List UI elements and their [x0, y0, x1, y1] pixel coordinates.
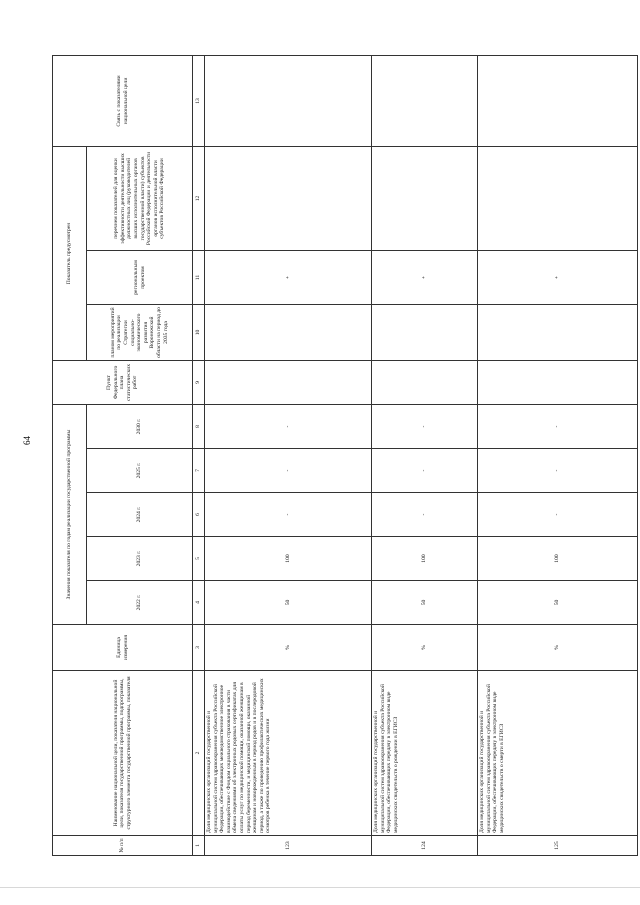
row-value-2025: - — [478, 449, 638, 493]
column-number: 2 — [193, 671, 205, 836]
column-number: 7 — [193, 449, 205, 493]
row-regional: + — [478, 250, 638, 304]
row-value-2025: - — [205, 449, 372, 493]
column-number: 4 — [193, 581, 205, 625]
page-number: 64 — [22, 436, 32, 445]
page-bottom-divider — [0, 887, 640, 888]
row-unit: % — [372, 625, 478, 671]
table-row — [478, 55, 638, 855]
table-row — [372, 55, 478, 855]
row-value-2024: - — [478, 493, 638, 537]
header-national-goals: Связь с показателями национальной цели — [53, 55, 193, 146]
header-fed-plan: Пункт Федерального плана статистических работ — [53, 360, 193, 404]
row-fed-plan — [372, 360, 478, 404]
row-national — [205, 55, 372, 146]
row-num: 124 — [372, 836, 478, 856]
row-value-2022: 50 — [478, 581, 638, 625]
row-value-2024: - — [372, 493, 478, 537]
column-number: 9 — [193, 360, 205, 404]
row-value-2030: - — [478, 404, 638, 448]
row-strategy — [478, 304, 638, 360]
column-number: 1 — [193, 836, 205, 856]
row-value-2022: 50 — [205, 581, 372, 625]
header-prereq-group: Показатель предусмотрен — [53, 146, 87, 360]
row-value-2023: 100 — [478, 537, 638, 581]
indicators-table-page — [52, 56, 637, 856]
row-name: Доля медицинских организаций государственной и муниципальной систем здравоохранения субъекта Российской Федерации, обеспечивающих межведомственное электронное взаимодействие с Фондом социального страхования в части обмена сведениями об электронных родовых сертификатах для оплаты услуг по медицинской помощи, оказанной женщинам в период беременности, и медицинской помощи, оказанной женщинам и новорожденным в период родов и в послеродовой период, а также по проведению профилактических медицинских осмотров ребенка в течение первого года жизни — [205, 671, 372, 836]
row-strategy — [372, 304, 478, 360]
row-value-2030: - — [205, 404, 372, 448]
column-number: 13 — [193, 55, 205, 146]
header-year-2025: 2025 г. — [87, 449, 193, 493]
row-name: Доля медицинских организаций государственной и муниципальной систем здравоохранения субъекта Российской Федерации, обеспечивающих передачу в электронном виде медицинских свидетельств о рождении в ЕГИСЗ — [372, 671, 478, 836]
row-value-2030: - — [372, 404, 478, 448]
row-num: 123 — [205, 836, 372, 856]
row-assessment — [478, 146, 638, 250]
row-name: Доля медицинских организаций государственной и муниципальной систем здравоохранения субъекта Российской Федерации, обеспечивающих передачу в электронном виде медицинских свидетельств о смерти в ЕГИСЗ — [478, 671, 638, 836]
row-fed-plan — [205, 360, 372, 404]
column-number: 3 — [193, 625, 205, 671]
header-strategy-plan: планом мероприятий по реализации Стратегии социально-экономического развития Воронежской области на период до 2035 года — [87, 304, 193, 360]
column-number: 11 — [193, 250, 205, 304]
row-assessment — [205, 146, 372, 250]
header-unit: Единица измерения — [53, 625, 193, 671]
header-year-2022: 2022 г. — [87, 581, 193, 625]
header-name: Наименование национальной цели, показателя национальной цели, показателя государственной программы, подпрограммы, структурного элемента государственной программы, показателя — [53, 671, 193, 836]
header-year-2024: 2024 г. — [87, 493, 193, 537]
header-num: № п/п — [53, 836, 193, 856]
table-row — [205, 55, 372, 855]
indicators-table — [52, 55, 638, 856]
column-number: 12 — [193, 146, 205, 250]
row-national — [372, 55, 478, 146]
row-strategy — [205, 304, 372, 360]
row-value-2025: - — [372, 449, 478, 493]
column-number: 8 — [193, 404, 205, 448]
row-regional: + — [205, 250, 372, 304]
header-values-group: Значения показателя по годам реализации государственной программы — [53, 404, 87, 624]
row-assessment — [372, 146, 478, 250]
row-num: 125 — [478, 836, 638, 856]
row-unit: % — [478, 625, 638, 671]
column-number: 10 — [193, 304, 205, 360]
header-year-2023: 2023 г. — [87, 537, 193, 581]
column-number: 5 — [193, 537, 205, 581]
row-value-2023: 100 — [205, 537, 372, 581]
row-unit: % — [205, 625, 372, 671]
column-number: 6 — [193, 493, 205, 537]
row-fed-plan — [478, 360, 638, 404]
row-value-2023: 100 — [372, 537, 478, 581]
header-year-2030: 2030 г. — [87, 404, 193, 448]
header-regional-projects: региональным проектом — [87, 250, 193, 304]
row-national — [478, 55, 638, 146]
row-value-2024: - — [205, 493, 372, 537]
row-regional: + — [372, 250, 478, 304]
row-value-2022: 50 — [372, 581, 478, 625]
header-assessment-list: перечнем показателей для оценки эффективности деятельности высших должностных лиц (руководителей высших исполнительных органов государственной власти) субъектов Российской Федерации и деятельности органов исполнительной власти субъектов Российской Федерации — [87, 146, 193, 250]
